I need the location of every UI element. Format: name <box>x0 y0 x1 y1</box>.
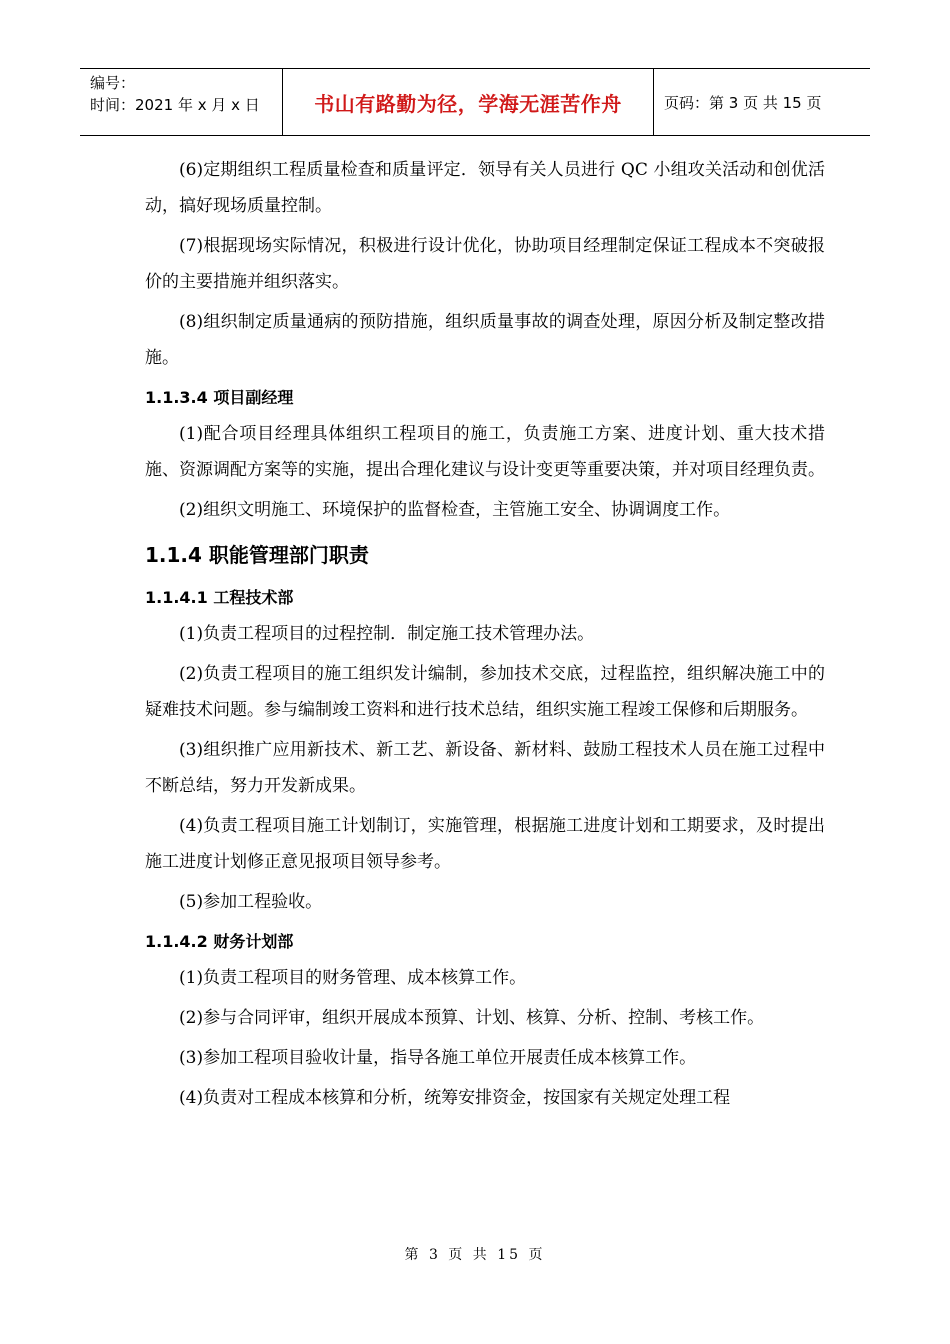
paragraph: (3)参加工程项目验收计量，指导各施工单位开展责任成本核算工作。 <box>179 1048 697 1068</box>
paragraph: (1)负责工程项目的过程控制．制定施工技术管理办法。 <box>179 624 595 644</box>
paragraph: (4)负责对工程成本核算和分析，统筹安排资金，按国家有关规定处理工程 <box>179 1088 731 1108</box>
paragraph: (4)负责工程项目施工计划制订，实施管理，根据施工进度计划和工期要求，及时提出施工进度计划修正意见报项目领导参考。 <box>145 816 825 872</box>
paragraph: (1)负责工程项目的财务管理、成本核算工作。 <box>179 968 527 988</box>
page-header <box>80 68 870 136</box>
doc-date-label: 时间：2021 年 x 月 x 日 <box>90 96 260 114</box>
page-footer: 第 3 页 共 15 页 <box>404 1247 546 1263</box>
paragraph: (1)配合项目经理具体组织工程项目的施工，负责施工方案、进度计划、重大技术措施、资源调配方案等的实施，提出合理化建议与设计变更等重要决策，并对项目经理负责。 <box>145 424 825 480</box>
paragraph: (2)组织文明施工、环境保护的监督检查，主管施工安全、协调调度工作。 <box>179 500 731 520</box>
section-heading-1134: 1.1.3.4 项目副经理 <box>145 388 294 407</box>
doc-code-label: 编号： <box>90 74 136 92</box>
section-heading-114: 1.1.4 职能管理部门职责 <box>145 543 369 567</box>
paragraph: (2)负责工程项目的施工组织发计编制，参加技术交底，过程监控，组织解决施工中的疑难技术问题。参与编制竣工资料和进行技术总结，组织实施工程竣工保修和后期服务。 <box>145 664 825 720</box>
document-body <box>145 152 825 1120</box>
paragraph: (6)定期组织工程质量检查和质量评定．领导有关人员进行 QC 小组攻关活动和创优活动，搞好现场质量控制。 <box>145 160 825 216</box>
paragraph: (7)根据现场实际情况，积极进行设计优化，协助项目经理制定保证工程成本不突破报价的主要措施并组织落实。 <box>145 236 825 292</box>
header-page-number: 页码：第 3 页 共 15 页 <box>664 93 822 112</box>
section-heading-1142: 1.1.4.2 财务计划部 <box>145 932 294 951</box>
paragraph: (5)参加工程验收。 <box>179 892 323 912</box>
paragraph: (2)参与合同评审，组织开展成本预算、计划、核算、分析、控制、考核工作。 <box>179 1008 765 1028</box>
paragraph: (8)组织制定质量通病的预防措施，组织质量事故的调查处理，原因分析及制定整改措施。 <box>145 312 825 368</box>
header-motto: 书山有路勤为径，学海无涯苦作舟 <box>282 69 654 135</box>
header-meta-cell <box>80 69 282 135</box>
paragraph: (3)组织推广应用新技术、新工艺、新设备、新材料、鼓励工程技术人员在施工过程中不断总结，努力开发新成果。 <box>145 740 825 796</box>
section-heading-1141: 1.1.4.1 工程技术部 <box>145 588 294 607</box>
